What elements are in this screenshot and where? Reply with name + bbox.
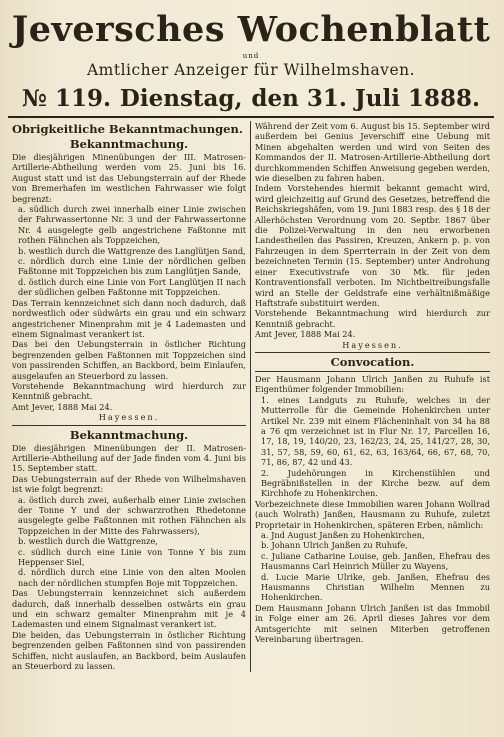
divider	[255, 371, 490, 372]
section-heading: Obrigkeitliche Bekanntmachungen.	[12, 122, 243, 136]
notice-1-para-1: Die diesjährigen Minenübungen der III. Matrosen-Artillerie-Abtheilung werden vom 25. Juni bis 16. August statt und ist das Uebungsterrain auf der Rhede von Bremerhafen im westlichen Fahrwasser wie folgt begrenzt:	[12, 152, 246, 204]
divider	[12, 425, 246, 426]
newspaper-title: Jeversches Wochenblatt	[11, 9, 491, 50]
convocation-item-1: 1. eines Landguts zu Ruhufe, welches in der Mutterrolle für die Gemeinde Hohenkirchen unter Artikel Nr. 239 mit einem Flächeninhalt von 34 ha 88 a 76 qm verzeichnet ist in Flur Nr. 17, Parcellen 16, 17, 18, 19, 140/20, 23, 162/23, 24, 25, 141/27, 28, 30, 31, 57, 58, 59, 60, 61, 62, 63, 163/64, 66, 67, 68, 70, 71, 86, 87, 42 und 43.	[261, 394, 490, 468]
notice-1-item-c: c. nördlich durch eine Linie der nördlichen gelben Faßtonne mit Toppzeichen bis zum Langlütjen Sande,	[18, 256, 246, 277]
notice-1-para-4: Vorstehende Bekanntmachung wird hierdurch zur Kenntniß gebracht.	[12, 380, 246, 402]
convocation-heir-d: d. Lucie Marie Ulrike, geb. Janßen, Ehefrau des Hausmanns Christian Wilhelm Mennen zu Hohenkirchen.	[261, 571, 490, 603]
issue-weekday: Dienstag,	[119, 85, 243, 112]
notice-2-para-3: Das Uebungsterrain kennzeichnet sich außerdem dadurch, daß innerhalb desselben ostwärts ein grau und ein schwarz gemalter Minenprahm mit je 4 Lademasten und einem Signalmast verankert ist.	[12, 588, 246, 630]
right-column	[251, 121, 494, 672]
divider	[255, 352, 490, 353]
notice-1-item-d: d. östlich durch eine Linie von Fort Langlütjen II nach der südlichen gelben Faßtonne mit Toppzeichen.	[18, 276, 246, 298]
notice-2-item-c: c. südlich durch eine Linie von Tonne Y bis zum Heppenser Siel,	[18, 546, 246, 568]
notice-2-para-7: Vorstehende Bekanntmachung wird hierdurch zur Kenntniß gebracht.	[255, 308, 490, 329]
notice-1-item-b: b. westlich durch die Wattgrenze des Langlütjen Sand,	[18, 245, 246, 256]
convocation-para-2: Vorbezeichnete diese Immobilien waren Johann Wollrad (auch Wolrath) Janßen, Hausmann zu Ruhufe, zuletzt Proprietair in Hohenkirchen, späteren Erben, nämlich:	[255, 498, 490, 530]
convocation-para-3: Dem Hausmann Johann Ulrich Janßen ist das Immobil in Folge einer am 26. April dieses Jahres vor dem Amtsgerichte mit seinen Miterben getroffenen Vereinbarung übertragen.	[255, 602, 490, 645]
notice-1-item-a: a. südlich durch zwei innerhalb einer Linie zwischen der Fahrwassertonne Nr. 3 und der Fahrwassertonne Nr. 4 ausgelegte gelb angestrichene Faßtonne mit rothen Fähnchen als Toppzeichen,	[18, 204, 246, 246]
notice-1-para-2: Das Terrain kennzeichnet sich dann noch dadurch, daß nordwestlich oder südwärts ein grau und ein schwarz angestrichener Minenprahm mit je 4 Lademasten und einem Signalmast verankert ist.	[12, 297, 246, 339]
masthead-und: und	[242, 52, 260, 60]
convocation-heading: Convocation.	[330, 354, 415, 369]
notice-2-signature: Hayessen.	[342, 339, 403, 350]
convocation-heir-b: b. Johann Ulrich Janßen zu Ruhufe,	[261, 540, 408, 551]
issue-number: № 119.	[22, 85, 112, 112]
issue-date: den 31. Juli 1888.	[251, 85, 480, 112]
notice-2-para-6: Indem Vorstehendes hiermit bekannt gemacht wird, wird gleichzeitig auf Grund des Gesetzes, betreffend die Reichskriegshäfen, vom 19. Juni 1883 resp. des § 18 der Allerhöchsten Verordnung vom 20. Septbr. 1867 über die Polizei-Verwaltung in den neu erworbenen Landestheilen das Passiren, Kreuzen, Ankern p. p. von Fahrzeugen in dem Sperrterrain in der Zeit von dem bezeichneten Termin (15. September) unter Androhung einer Executivstrafe von 30 Mk. für jeden Kontraventionsfall verboten. Im Nichtbeitreibungsfalle wird an Stelle der Geldstrafe eine verhältnißmäßige Haftstrafe substituirt werden.	[255, 183, 490, 308]
notice-2-para-1: Die diesjährigen Minenübungen der II. Matrosen-Artillerie-Abtheilung auf der Jade finden vom 4. Juni bis 15. September statt.	[12, 442, 246, 474]
notice-1-para-3: Das bei den Uebungsterrain in östlicher Richtung begrenzenden gelben Faßtonnen mit Toppzeichen sind von passirenden Schiffen, an Backbord, beim Einlaufen, ausgelaufen an Steuerbord zu lassen.	[12, 339, 246, 381]
convocation-heir-a: a. Jnd August Janßen zu Hohenkirchen,	[261, 530, 425, 541]
notice-2-para-5: Während der Zeit vom 6. August bis 15. September wird außerdem bei Genius Jeverschiff eine Uebung mit Minen abgehalten werden und wird von Seiten des Kommandos der II. Matrosen-Artillerie-Abtheilung dort durchkommenden Schiffen Anweisung gegeben werden, wie dieselben zu fahren haben.	[255, 121, 490, 184]
notice-2-item-a: a. östlich durch zwei, außerhalb einer Linie zwischen der Tonne Y und der schwarzrothen Rhedetonne ausgelegte gelbe Faßtonnen mit rothen Fähnchen als Toppzeichen in der Mitte des Fahrwassers),	[18, 494, 246, 536]
convocation-heir-c: c. Juliane Catharine Louise, geb. Janßen, Ehefrau des Hausmanns Carl Heinrich Müller zu Wayens,	[261, 550, 490, 572]
notice-2-place: Amt Jever, 1888 Mai 24.	[255, 329, 356, 340]
notice-heading-2: Bekanntmachung.	[69, 427, 189, 442]
newspaper-subtitle: Amtlicher Anzeiger für Wilhelmshaven.	[86, 61, 416, 79]
notice-2-para-4: Die beiden, das Uebungsterrain in östlicher Richtung begrenzenden gelben Faßtonnen sind von passirenden Schiffen, nicht auslaufen, an Backbord, beim Auslaufen an Steuerbord zu lassen.	[12, 629, 246, 672]
issue-line	[8, 82, 494, 118]
columns	[8, 121, 494, 672]
notice-2-item-d: d. nördlich durch eine Linie von den alten Moolen nach der nördlichen stumpfen Boje mit Toppzeichen.	[18, 567, 246, 588]
masthead	[8, 8, 494, 118]
convocation-para-1: Der Hausmann Johann Ulrich Janßen zu Ruhufe ist Eigenthümer folgender Immobilien:	[255, 373, 490, 395]
convocation-item-2: 2. Judehörungen in Kirchenstühlen und Begräbnißstellen in der Kirche bezw. auf dem Kirchhofe zu Hohenkirchen.	[261, 467, 490, 499]
notice-2-para-2: Das Uebungsterrain auf der Rhede von Wilhelmshaven ist wie folgt begrenzt:	[12, 473, 246, 495]
notice-1-signature: Hayessen.	[98, 412, 160, 423]
notice-1-place: Amt Jever, 1888 Mai 24.	[12, 401, 113, 412]
notice-heading-1: Bekanntmachung.	[69, 137, 189, 151]
notice-2-item-b: b. westlich durch die Wattgrenze,	[18, 536, 158, 547]
left-column	[8, 121, 251, 672]
